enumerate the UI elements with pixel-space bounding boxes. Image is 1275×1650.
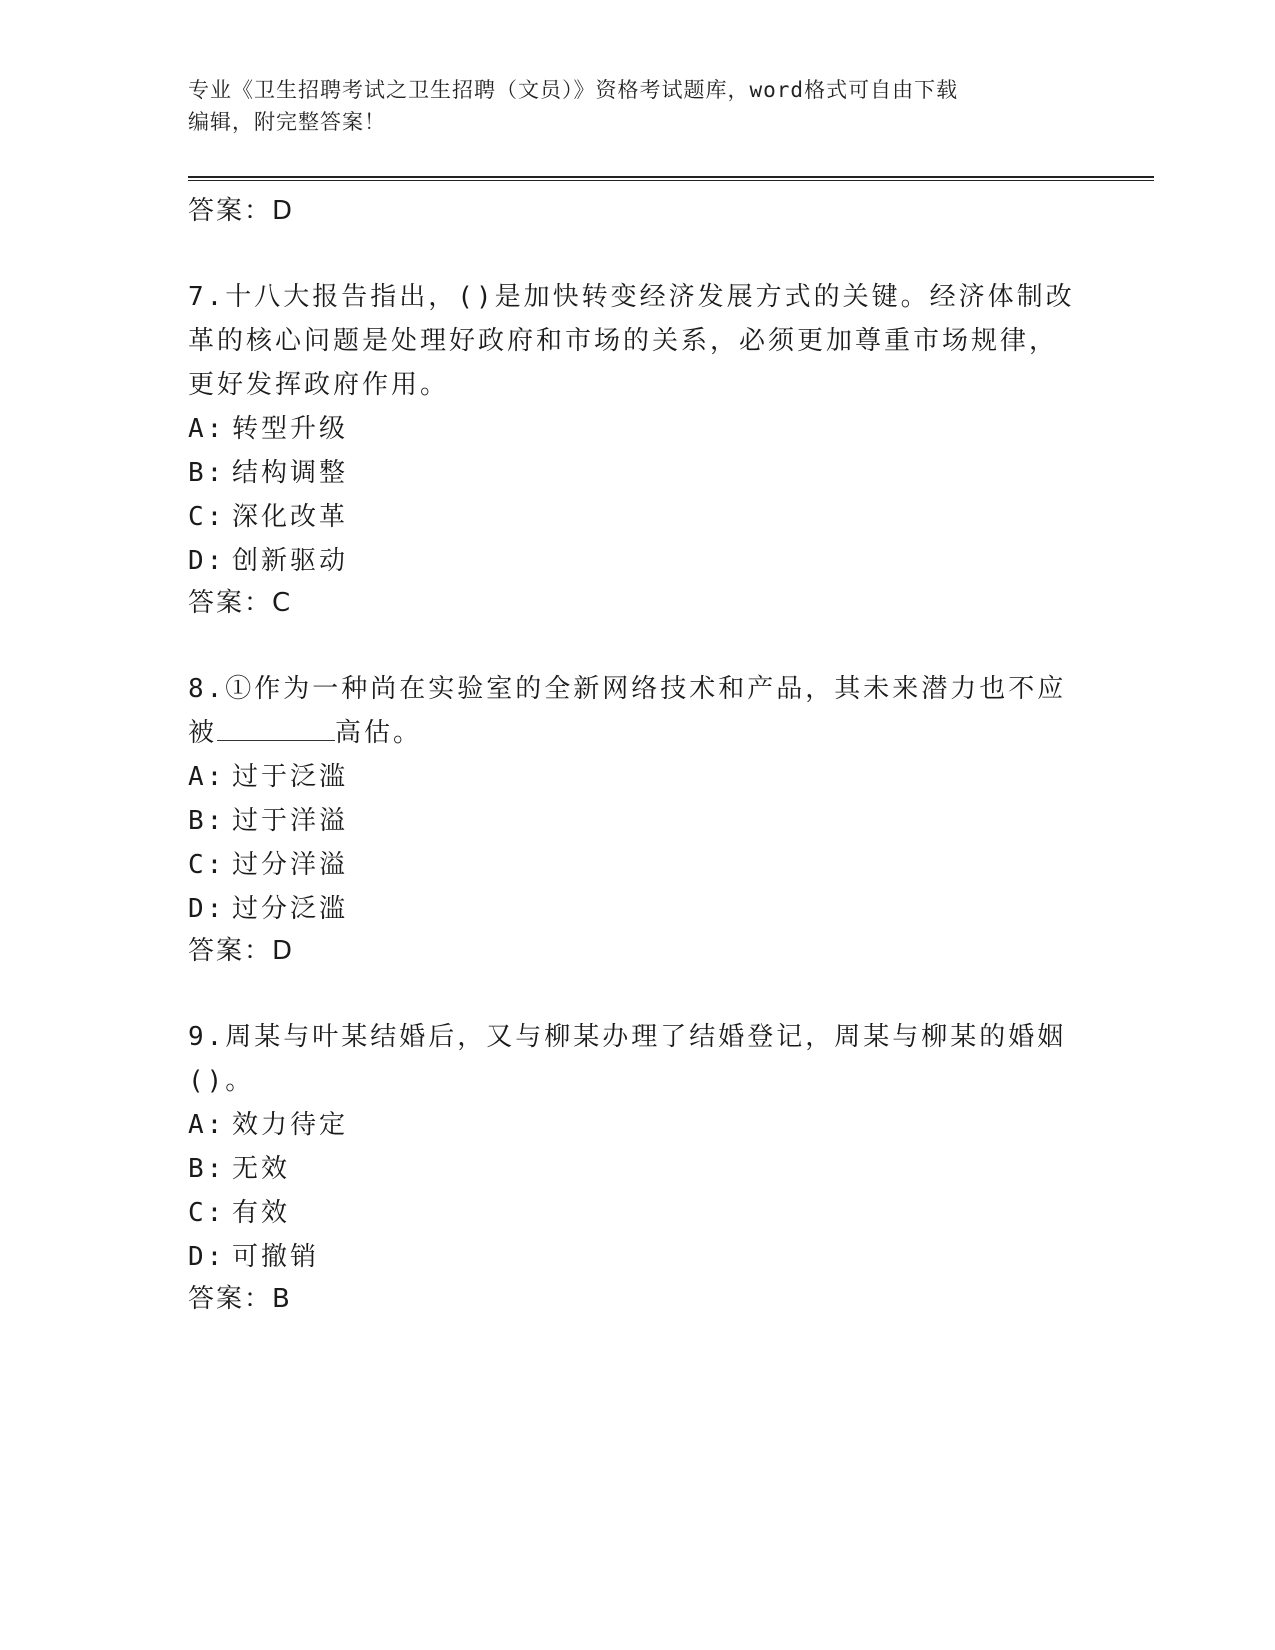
option-letter: A: (188, 1110, 226, 1140)
header-line-1: 专业《卫生招聘考试之卫生招聘（文员）》资格考试题库，word格式可自由下载 (188, 78, 959, 102)
question-stem-line: ()。 (188, 1066, 255, 1096)
option-a (188, 408, 348, 445)
page-header (188, 74, 1088, 138)
header-divider (188, 176, 1154, 181)
option-text: 过分泛滥 (232, 894, 349, 924)
answer-line: 答案：B (188, 1284, 292, 1314)
option-letter: C: (188, 502, 226, 532)
option-c (188, 844, 348, 881)
blank-after-text: 高估。 (335, 718, 423, 748)
question-stem-line: 革的核心问题是处理好政府和市场的关系，必须更加尊重市场规律， (188, 326, 1059, 356)
option-d (188, 1236, 319, 1273)
option-text: 过分洋溢 (232, 850, 349, 880)
answer-line: 答案：D (188, 936, 295, 966)
option-text: 效力待定 (232, 1110, 349, 1140)
option-letter: C: (188, 1198, 226, 1228)
question-stem-line: 7.十八大报告指出，()是加快转变经济发展方式的关键。经济体制改 (188, 282, 1075, 312)
option-a (188, 756, 348, 793)
option-letter: A: (188, 762, 226, 792)
blank-before-text: 被 (188, 718, 218, 748)
question-stem-blank-line (188, 712, 422, 749)
option-text: 可撤销 (232, 1242, 320, 1272)
option-letter: B: (188, 806, 226, 836)
question-stem-line: 8.①作为一种尚在实验室的全新网络技术和产品，其未来潜力也不应 (188, 674, 1067, 704)
option-b (188, 800, 348, 837)
option-letter: B: (188, 458, 226, 488)
fill-in-blank (217, 716, 335, 741)
option-letter: C: (188, 850, 226, 880)
answer-line: 答案：C (188, 588, 293, 618)
option-letter: B: (188, 1154, 226, 1184)
option-d (188, 888, 348, 925)
option-letter: D: (188, 1242, 226, 1272)
option-text: 创新驱动 (232, 546, 349, 576)
option-b (188, 1148, 290, 1185)
option-text: 无效 (232, 1154, 291, 1184)
option-text: 结构调整 (232, 458, 349, 488)
option-b (188, 452, 348, 489)
option-letter: D: (188, 546, 226, 576)
option-a (188, 1104, 348, 1141)
previous-answer: 答案：D (188, 196, 295, 226)
option-text: 有效 (232, 1198, 291, 1228)
option-letter: A: (188, 414, 226, 444)
option-c (188, 496, 348, 533)
option-d (188, 540, 348, 577)
option-text: 过于泛滥 (232, 762, 349, 792)
question-stem-line: 9.周某与叶某结婚后，又与柳某办理了结婚登记，周某与柳某的婚姻 (188, 1022, 1067, 1052)
option-text: 深化改革 (232, 502, 349, 532)
option-text: 过于洋溢 (232, 806, 349, 836)
option-text: 转型升级 (232, 414, 349, 444)
option-c (188, 1192, 290, 1229)
question-stem-line: 更好发挥政府作用。 (188, 370, 450, 400)
option-letter: D: (188, 894, 226, 924)
header-line-2: 编辑，附完整答案！ (188, 110, 386, 134)
